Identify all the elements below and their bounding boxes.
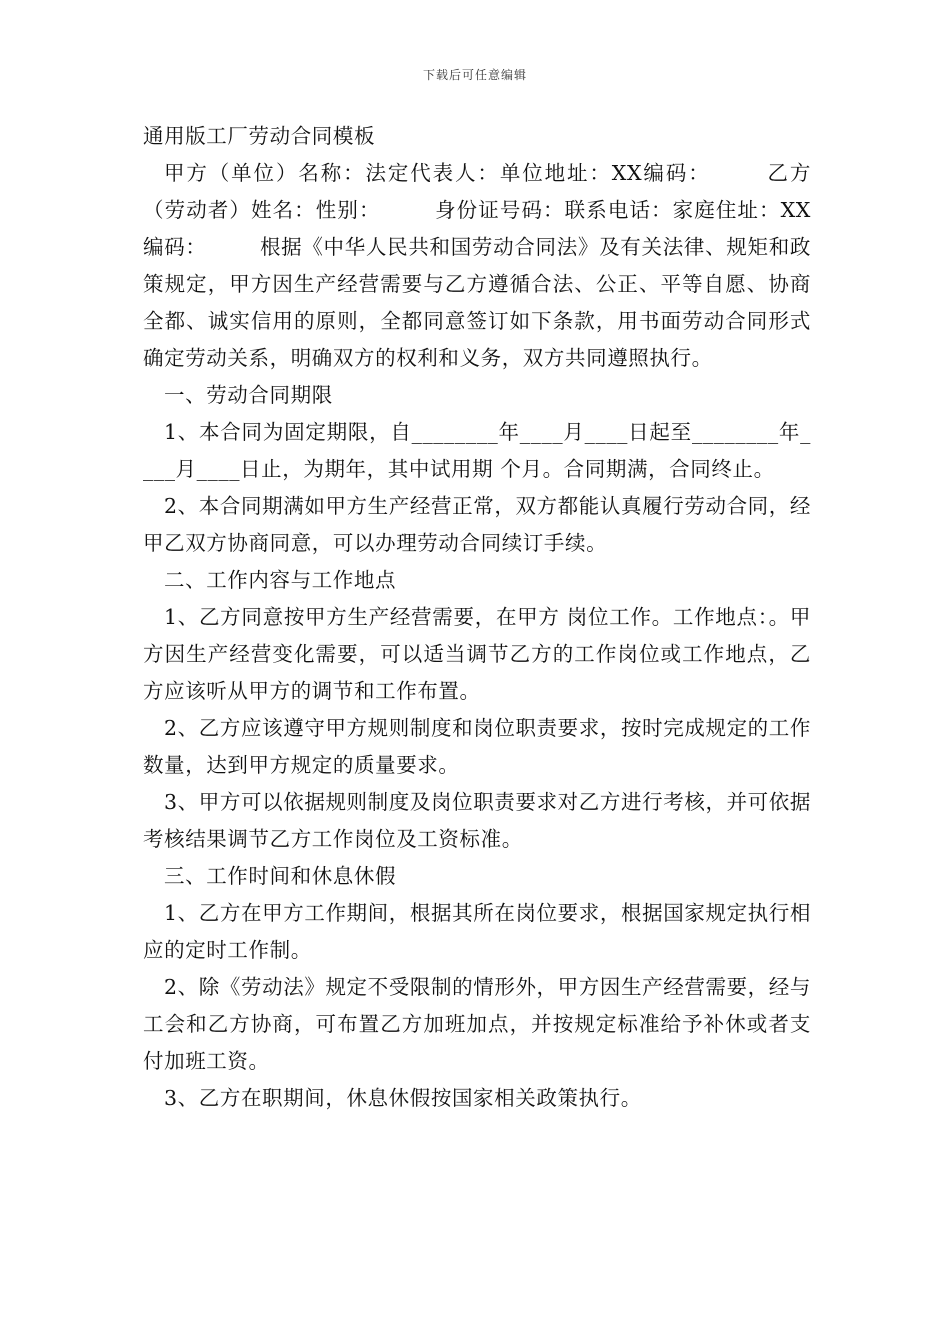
- intro-paragraph: 甲方（单位）名称：法定代表人：单位地址：XX编码： 乙方（劳动者）姓名：性别： 身份证号码：联系电话：家庭住址：XX编码： 根据《中华人民共和国劳动合同法》及有关法律、规矩和政策规定，甲方因生产经营需要与乙方遵循合法、公正、平等自愿、协商全都、诚实信用的原则，全都同意签订如下条款，用书面劳动合同形式确定劳动关系，明确双方的权利和义务，双方共同遵照执行。: [143, 161, 811, 370]
- section-heading: 三、工作时间和休息休假: [164, 864, 397, 888]
- clause-paragraph: 3、甲方可以依据规则制度及岗位职责要求对乙方进行考核，并可依据考核结果调节乙方工作岗位及工资标准。: [143, 790, 811, 851]
- clause-paragraph: 3、乙方在职期间，休息休假按国家相关政策执行。: [164, 1086, 642, 1110]
- document-title: 通用版工厂劳动合同模板: [143, 124, 376, 148]
- page-header-note: 下载后可任意编辑: [422, 68, 527, 82]
- section-heading: 一、劳动合同期限: [164, 383, 333, 407]
- clause-paragraph: 1、乙方在甲方工作期间，根据其所在岗位要求，根据国家规定执行相应的定时工作制。: [143, 901, 811, 962]
- document-body: [143, 118, 811, 1117]
- section-heading: 二、工作内容与工作地点: [164, 568, 397, 592]
- clause-paragraph: 1、乙方同意按甲方生产经营需要，在甲方 岗位工作。工作地点：。甲方因生产经营变化需要，可以适当调节乙方的工作岗位或工作地点，乙方应该听从甲方的调节和工作布置。: [143, 605, 811, 703]
- clause-paragraph: 2、本合同期满如甲方生产经营正常，双方都能认真履行劳动合同，经甲乙双方协商同意，可以办理劳动合同续订手续。: [143, 494, 811, 555]
- clause-paragraph: 2、除《劳动法》规定不受限制的情形外，甲方因生产经营需要，经与工会和乙方协商，可布置乙方加班加点，并按规定标准给予补休或者支付加班工资。: [143, 975, 811, 1073]
- clause-paragraph: 2、乙方应该遵守甲方规则制度和岗位职责要求，按时完成规定的工作数量，达到甲方规定的质量要求。: [143, 716, 811, 777]
- clause-paragraph: 1、本合同为固定期限，自________年____月____日起至________年____月____日止，为期年，其中试用期 个月。合同期满，合同终止。: [143, 420, 811, 481]
